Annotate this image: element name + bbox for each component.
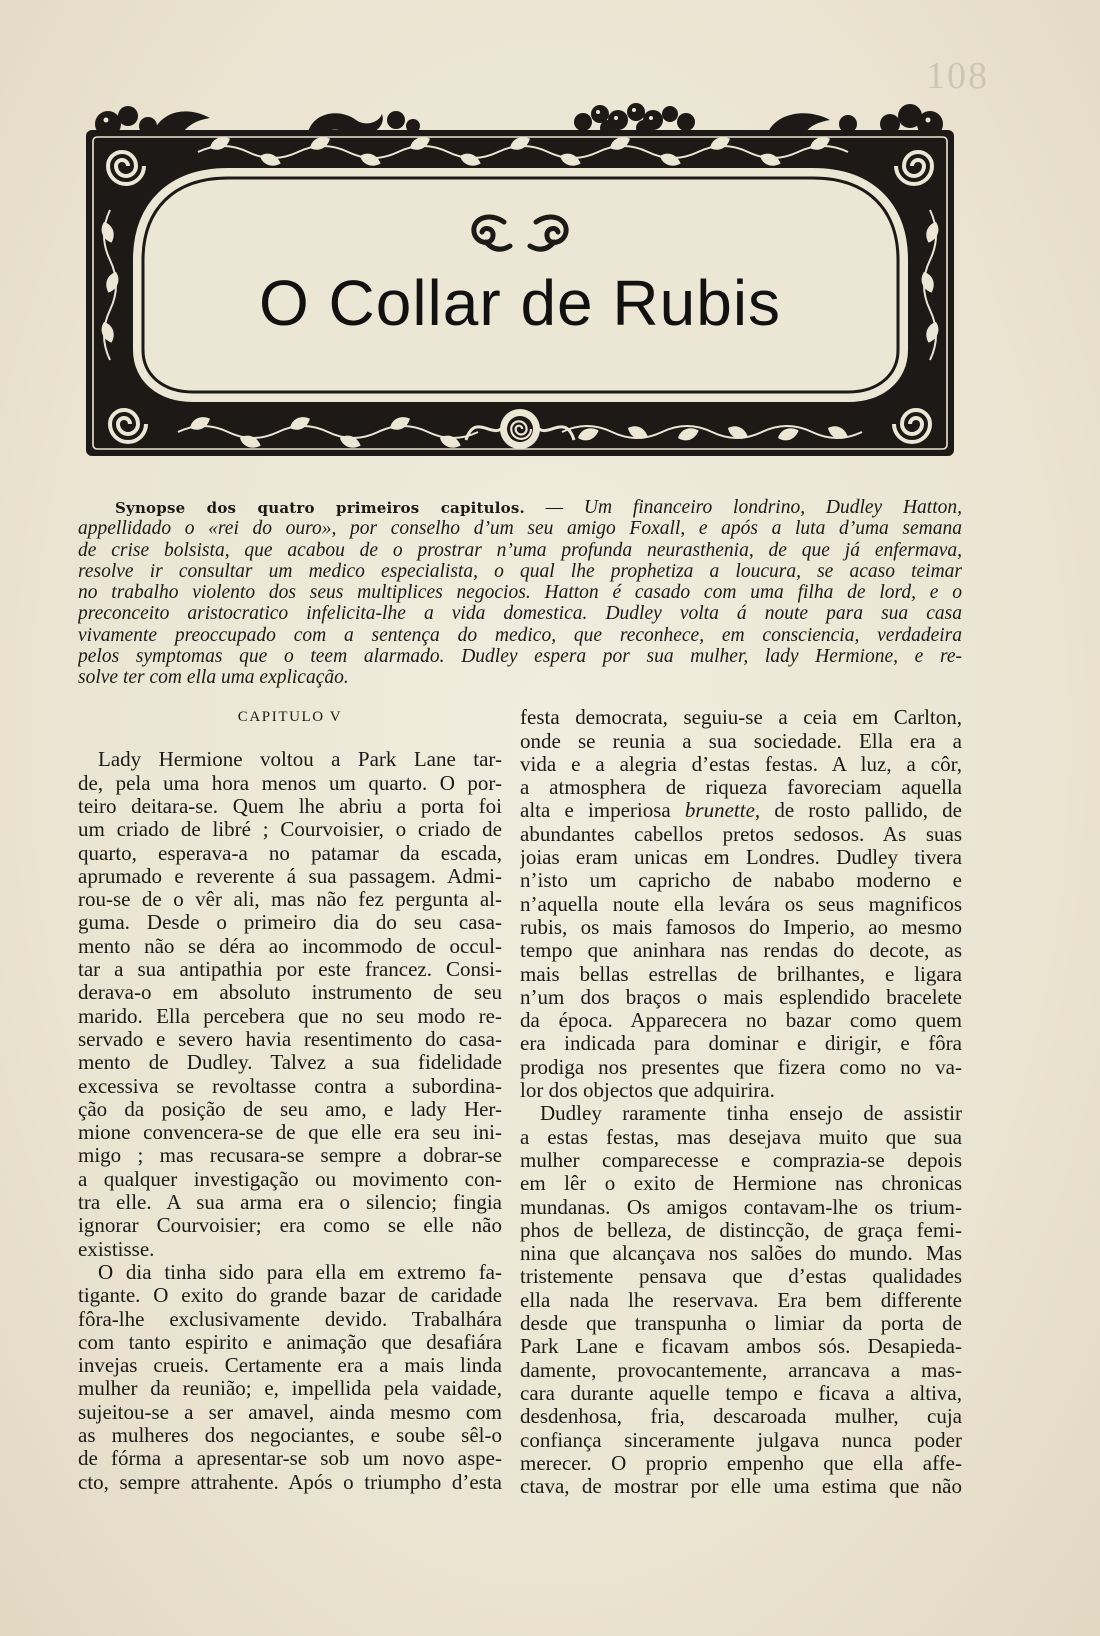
text-line: de, pela uma hora menos um quarto. O por- <box>78 771 502 795</box>
text-line: prodiga nos presentes que fizera como no va- <box>520 1055 962 1079</box>
text-line: invejas crueis. Certamente era a mais linda <box>78 1354 502 1378</box>
text-line: nina que alcançava nos salões do mundo. Mas <box>520 1242 962 1266</box>
text-line: n’aquella noute ella levára os seus magnificos <box>520 892 962 916</box>
text-line: mulher comparecesse e comprazia-se depois <box>520 1148 962 1172</box>
text-line: quarto, esperava-a no patamar da escada, <box>78 841 502 865</box>
synopsis-line: appellidado o «rei do ouro», por conselho d’um seu amigo Foxall, e após a luta d’uma semana <box>78 518 962 540</box>
text-line: da época. Apparecera no bazar como quem <box>520 1009 962 1033</box>
text-line: era indicada para dominar e dirigir, e fôra <box>520 1032 962 1056</box>
text-line: fôra-lhe exclusivamente devido. Trabalhára <box>78 1307 502 1331</box>
text-line: migo ; mas recusara-se sempre a dobrar-se <box>78 1144 502 1168</box>
page-number: 108 <box>926 55 989 97</box>
text-line: cto, sempre attrahente. Após o triumpho d’esta <box>78 1470 502 1494</box>
text-line: excessiva se revoltasse contra a subordina- <box>78 1074 502 1098</box>
text-line: rubis, os mais famosos do Imperio, ao mesmo <box>520 915 962 939</box>
synopsis-line: solve ter com ella uma explicação. <box>78 667 349 689</box>
article-title: O Collar de Rubis <box>258 267 782 339</box>
text-line: festa democrata, seguiu-se a ceia em Carlton, <box>520 706 962 730</box>
synopsis-text: — Um financeiro londrino, Dudley Hatton, <box>545 497 962 518</box>
text-line: ção da posição de seu amo, e lady Her- <box>78 1097 502 1121</box>
text-line: ctava, de mostrar por elle uma estima que não <box>520 1475 962 1499</box>
text-line: mento de Dudley. Talvez a sua fidelidade <box>78 1051 502 1075</box>
text-segment: , de rosto pallido, de <box>754 799 962 823</box>
text-line: confiança sinceramente julgava nunca poder <box>520 1428 962 1452</box>
text-line: vida e a alegria d’estas festas. A luz, a côr, <box>520 752 962 776</box>
paragraph <box>520 1102 962 1498</box>
text-line: O dia tinha sido para ella em extremo fa- <box>98 1260 502 1284</box>
synopsis-line: resolve ir consultar um medico especialista, o qual lhe prophetiza a loucura, se acaso teimar <box>78 560 962 582</box>
text-line: tar a sua antipathia por este francez. Consi- <box>78 958 502 982</box>
text-line: a atmosphera de riqueza favoreciam aquella <box>520 776 962 800</box>
text-line: Park Lane e ficavam ambos sós. Desapieda- <box>520 1335 962 1359</box>
text-line: rou-se de o vêr ali, mas não fez pergunta al- <box>78 888 502 912</box>
text-line: Lady Hermione voltou a Park Lane tar- <box>98 748 502 772</box>
synopsis-line: vivamente preoccupado com a sentença do medico, que reconhece, em consciencia, verdadeira <box>78 624 962 646</box>
text-line: tra elle. A sua arma era o silencio; fingia <box>78 1191 502 1215</box>
text-line: com tanto espirito e animação que desafiára <box>78 1330 502 1354</box>
text-line: tempo que aninhara nas rendas do decote, as <box>520 939 962 963</box>
text-line: de fórma a apresentar-se sob um novo aspe- <box>78 1447 502 1471</box>
text-line: Dudley raramente tinha ensejo de assistir <box>540 1102 962 1126</box>
text-line: um criado de libré ; Courvoisier, o criado de <box>78 818 502 842</box>
text-line: mais bellas estrellas de brilhantes, e ligara <box>520 962 962 986</box>
text-line: cara durante aquelle tempo e ficava a altiva, <box>520 1381 962 1405</box>
text-line: joias eram unicas em Londres. Dudley tivera <box>520 846 962 870</box>
text-line: mione convencera-se de que elle era seu ini- <box>78 1121 502 1145</box>
italic-word: brunette <box>684 799 755 823</box>
text-line: merecer. O proprio empenho que ella affe- <box>520 1451 962 1475</box>
text-line: onde se reunia a sua sociedade. Ella era a <box>520 729 962 753</box>
synopsis <box>78 497 962 689</box>
synopsis-line <box>78 497 962 518</box>
text-line: a qualquer investigação ou movimento con- <box>78 1167 502 1191</box>
paragraph <box>78 748 502 1261</box>
text-line: existisse. <box>78 1237 155 1261</box>
text-line: damente, provocantemente, arrancava a mas- <box>520 1358 962 1382</box>
synopsis-line: de crise bolsista, que acabou de o prostrar n’uma profunda neurasthenia, de que já enfermava, <box>78 539 962 561</box>
text-line: servado e severo havia resentimento do casa- <box>78 1027 502 1051</box>
text-line: derava-o em absoluto instrumento de seu <box>78 981 502 1005</box>
text-line: lor dos objectos que adquirira. <box>520 1079 775 1103</box>
paragraph <box>520 706 962 1102</box>
synopsis-line: no trabalho violento dos seus multiplices negocios. Hatton é casado com uma filha de lord, e o <box>78 582 962 604</box>
synopsis-label: Synopse dos quatro primeiros capitulos. <box>115 499 525 517</box>
text-line: guma. Desde o primeiro dia do seu casa- <box>78 911 502 935</box>
text-line: abundantes cabellos pretos sedosos. As suas <box>520 822 962 846</box>
text-line: em lêr o exito de Hermione nas chronicas <box>520 1172 962 1196</box>
text-line: a estas festas, mas desejava muito que sua <box>520 1125 962 1149</box>
text-line: mento não se déra ao incommodo de occul- <box>78 934 502 958</box>
synopsis-line: preconceito aristocratico infelicita-lhe a vida domestica. Dudley volta á noute para sua casa <box>78 603 962 625</box>
text-line: mulher da reunião; e, impellida pela vaidade, <box>78 1377 502 1401</box>
text-line: tigante. O exito do grande bazar de caridade <box>78 1284 502 1308</box>
text-line: phos de belleza, de distincção, de graça femi- <box>520 1218 962 1242</box>
synopsis-line: pelos symptomas que o teem alarmado. Dudley espera por sua mulher, lady Hermione, e re- <box>78 646 962 668</box>
text-line: ignorar Courvoisier; era como se elle não <box>78 1214 502 1238</box>
text-line: n’isto um capricho de nababo moderno e <box>520 869 962 893</box>
text-line: aprumado e reverente á sua passagem. Admi- <box>78 864 502 888</box>
text-line: n’um dos braços o mais esplendido bracelete <box>520 985 962 1009</box>
text-line: teiro deitara-se. Quem lhe abriu a porta foi <box>78 794 502 818</box>
right-column <box>520 706 962 1498</box>
paragraph <box>78 1261 502 1494</box>
text-line: as mulheres dos negociantes, e soube sêl-o <box>78 1424 502 1447</box>
text-line: sujeitou-se a ser amavel, ainda mesmo com <box>78 1400 502 1424</box>
left-column <box>78 748 502 1494</box>
text-line: tristemente pensava que d’estas qualidades <box>520 1265 962 1289</box>
chapter-heading: CAPITULO V <box>237 709 343 725</box>
text-line: marido. Ella percebera que no seu modo re- <box>78 1004 502 1028</box>
text-line: desde que transpunha o limiar da porta de <box>520 1312 962 1336</box>
text-line: desdenhosa, fria, descaroada mulher, cuja <box>520 1405 962 1429</box>
text-line <box>520 799 962 822</box>
text-segment: alta e imperiosa <box>520 799 685 823</box>
text-line: ella nada lhe reservava. Era bem differente <box>520 1288 962 1312</box>
text-line: mundanas. Os amigos contavam-lhe os trium- <box>520 1195 962 1219</box>
